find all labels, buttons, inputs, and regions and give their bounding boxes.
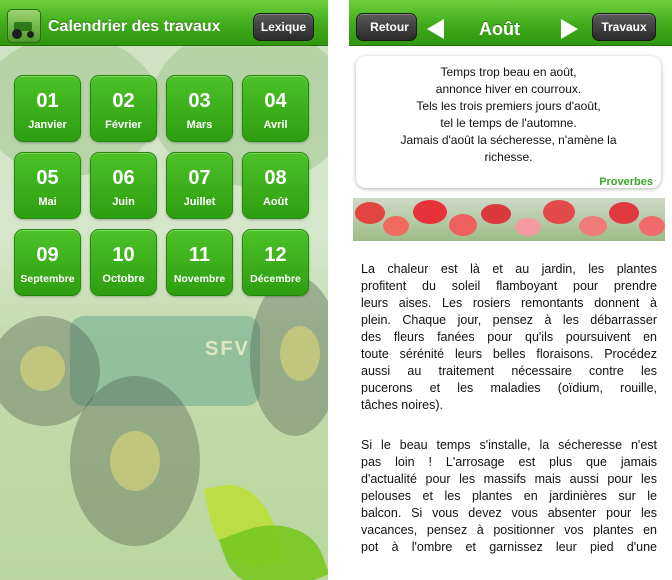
month-tile-10[interactable] (90, 229, 157, 296)
month-number: 07 (188, 167, 211, 189)
proverb-card (356, 56, 661, 188)
back-button[interactable]: Retour (356, 13, 417, 41)
proverb-source: Proverbes (599, 176, 653, 188)
paragraph-line: La chaleur est là et au jardin, les plantes (361, 262, 657, 276)
month-number: 08 (264, 167, 287, 189)
paragraph-line: aussi au traitement nécessaire contre les (361, 364, 657, 378)
proverb-line: annonce hiver en courroux. (435, 82, 582, 96)
month-tile-07[interactable] (166, 152, 233, 219)
month-number: 09 (36, 244, 59, 266)
month-number: 11 (188, 244, 211, 266)
detail-navbar (349, 0, 672, 46)
month-name: Juillet (183, 196, 216, 208)
calendar-navbar (0, 0, 328, 46)
month-name: Décembre (250, 273, 301, 285)
month-number: 03 (188, 90, 211, 112)
page-title: Calendrier des travaux (48, 18, 221, 35)
month-tile-05[interactable] (14, 152, 81, 219)
paragraph-line: d'actualité pour les massifs mais aussi pour les (361, 472, 657, 486)
month-number: 10 (112, 244, 135, 266)
paragraph-line: pelouses et les plantes en jardinières sur le (361, 489, 657, 503)
month-tile-06[interactable] (90, 152, 157, 219)
month-number: 01 (36, 90, 59, 112)
month-number: 12 (264, 244, 287, 266)
month-tile-09[interactable] (14, 229, 81, 296)
month-tile-04[interactable] (242, 75, 309, 142)
calendar-screen (0, 0, 328, 580)
month-name: Octobre (102, 273, 145, 285)
month-name: Avril (263, 119, 288, 131)
lexique-button[interactable]: Lexique (253, 13, 314, 41)
proverb-line: Jamais d'août la sécheresse, n'amène la (400, 133, 617, 147)
month-name: Février (105, 119, 142, 131)
month-number: 05 (36, 167, 59, 189)
proverb-line: Tels les trois premiers jours d'août, (416, 99, 601, 113)
tractor-brand-text: SFV (205, 338, 250, 360)
month-name: Juin (112, 196, 135, 208)
paragraph-line: des fleurs fanées pour qu'ils poursuivent en (361, 330, 657, 344)
proverb-line: richesse. (484, 150, 533, 164)
travaux-button[interactable]: Travaux (592, 13, 656, 41)
paragraph-line: pas loin ! L'arrosage est plus que jamais (361, 455, 657, 469)
month-detail-screen (349, 0, 672, 580)
proverb-line: tel le temps de l'automne. (440, 116, 577, 130)
month-tile-11[interactable] (166, 229, 233, 296)
month-tile-02[interactable] (90, 75, 157, 142)
month-tile-08[interactable] (242, 152, 309, 219)
month-title: Août (479, 19, 520, 39)
month-name: Août (262, 196, 289, 208)
paragraph-line: balcon. Si vous devez vous absenter pour les (361, 506, 657, 520)
month-name: Septembre (20, 273, 75, 285)
month-number: 06 (112, 167, 135, 189)
month-name: Mars (186, 119, 213, 131)
month-name: Novembre (173, 273, 226, 285)
app-icon (7, 9, 41, 43)
flowers-banner-image (353, 198, 665, 241)
paragraph-line: vacances, pensez à positionner vos plantes en (361, 523, 657, 537)
paragraph-line: profitent du soleil flamboyant pour prendre (361, 279, 657, 293)
proverb-line: Temps trop beau en août, (440, 65, 577, 79)
month-number: 02 (112, 90, 135, 112)
paragraph-line: leurs aises. Les rosiers remontants donnent à (361, 296, 657, 310)
month-tile-12[interactable] (242, 229, 309, 296)
paragraph-line: toute sérénité leurs belles floraisons. Procédez (361, 347, 657, 361)
paragraph-line: Si le beau temps s'installe, la sécheresse n'est (361, 438, 657, 452)
paragraph-line: pot à l'ombre et garnissez leur pied d'une (361, 540, 657, 554)
month-name: Mai (38, 196, 57, 208)
month-tile-01[interactable] (14, 75, 81, 142)
month-name: Janvier (28, 119, 67, 131)
paragraph-line: tâches noires). (361, 398, 443, 412)
month-tile-03[interactable] (166, 75, 233, 142)
month-number: 04 (264, 90, 287, 112)
next-month-arrow-icon[interactable] (561, 19, 578, 39)
paragraph-line: plein. Chaque jour, pensez à les débarrasser (361, 313, 657, 327)
paragraph-line: pucerons et les maladies (oïdium, rouille, (361, 381, 657, 395)
previous-month-arrow-icon[interactable] (427, 19, 444, 39)
